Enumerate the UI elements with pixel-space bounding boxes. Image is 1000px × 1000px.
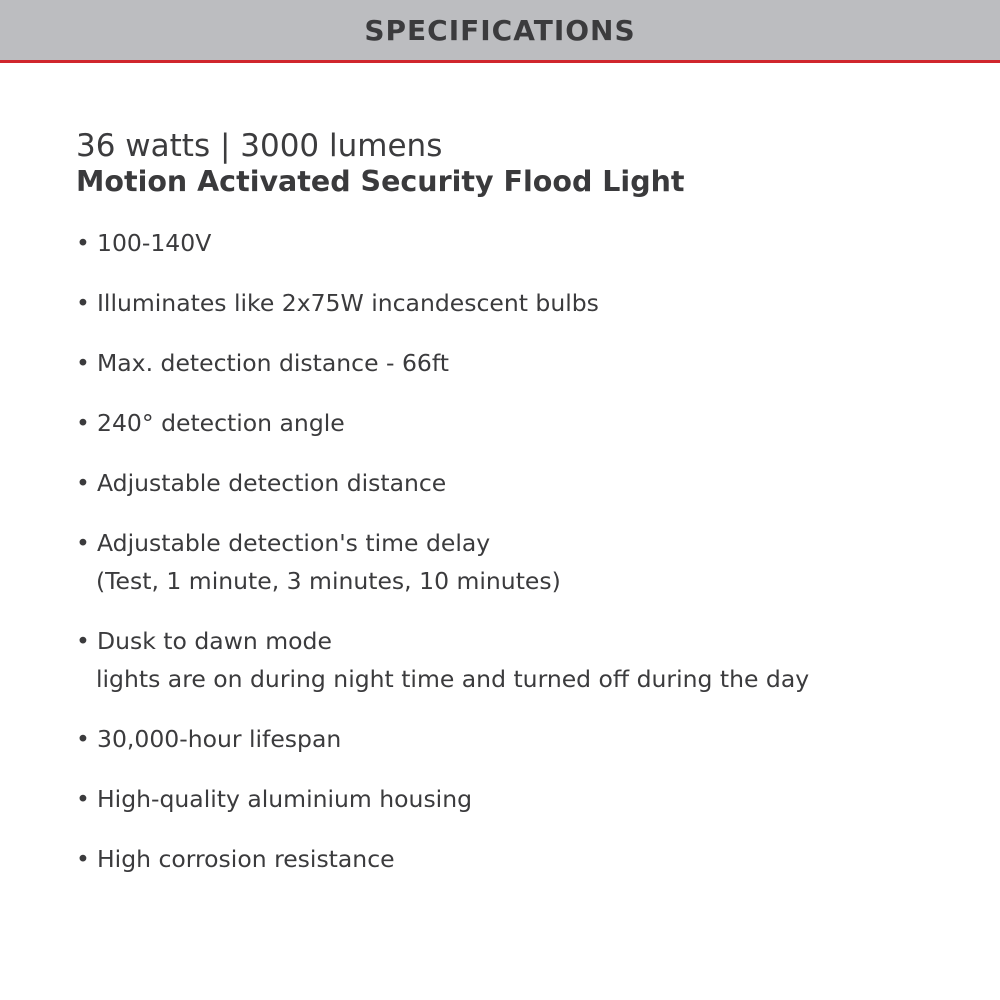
spec-label: 100-140V [97,229,212,257]
bullet-icon: • [76,229,90,257]
bullet-icon: • [76,469,90,497]
spec-item-time-delay [76,526,490,560]
spec-item-dusk-to-dawn [76,624,332,658]
spec-label: Dusk to dawn mode [97,627,332,655]
bullet-icon: • [76,725,90,753]
spec-item-lifespan [76,722,341,756]
bullet-icon: • [76,627,90,655]
product-subtitle: 36 watts | 3000 lumens [76,128,443,164]
bullet-icon: • [76,289,90,317]
bullet-icon: • [76,785,90,813]
spec-label: Adjustable detection distance [97,469,447,497]
spec-label: Adjustable detection's time delay [97,529,491,557]
spec-item-detection-distance [76,346,449,380]
product-title: Motion Activated Security Flood Light [76,165,685,198]
bullet-icon: • [76,349,90,377]
spec-item-illumination [76,286,599,320]
spec-label: Max. detection distance - 66ft [97,349,449,377]
bullet-icon: • [76,529,90,557]
page-title: SPECIFICATIONS [364,14,636,47]
spec-note-time-delay: (Test, 1 minute, 3 minutes, 10 minutes) [96,567,561,595]
spec-label: High-quality aluminium housing [97,785,473,813]
spec-item-housing [76,782,472,816]
spec-label: 240° detection angle [97,409,345,437]
spec-item-corrosion [76,842,395,876]
spec-label: 30,000-hour lifespan [97,725,342,753]
spec-label: Illuminates like 2x75W incandescent bulbs [97,289,599,317]
bullet-icon: • [76,845,90,873]
header-bar [0,0,1000,63]
spec-item-detection-angle [76,406,345,440]
spec-item-voltage [76,226,211,260]
bullet-icon: • [76,409,90,437]
spec-item-adjustable-distance [76,466,446,500]
spec-label: High corrosion resistance [97,845,395,873]
spec-note-dusk-to-dawn: lights are on during night time and turned off during the day [96,665,810,693]
